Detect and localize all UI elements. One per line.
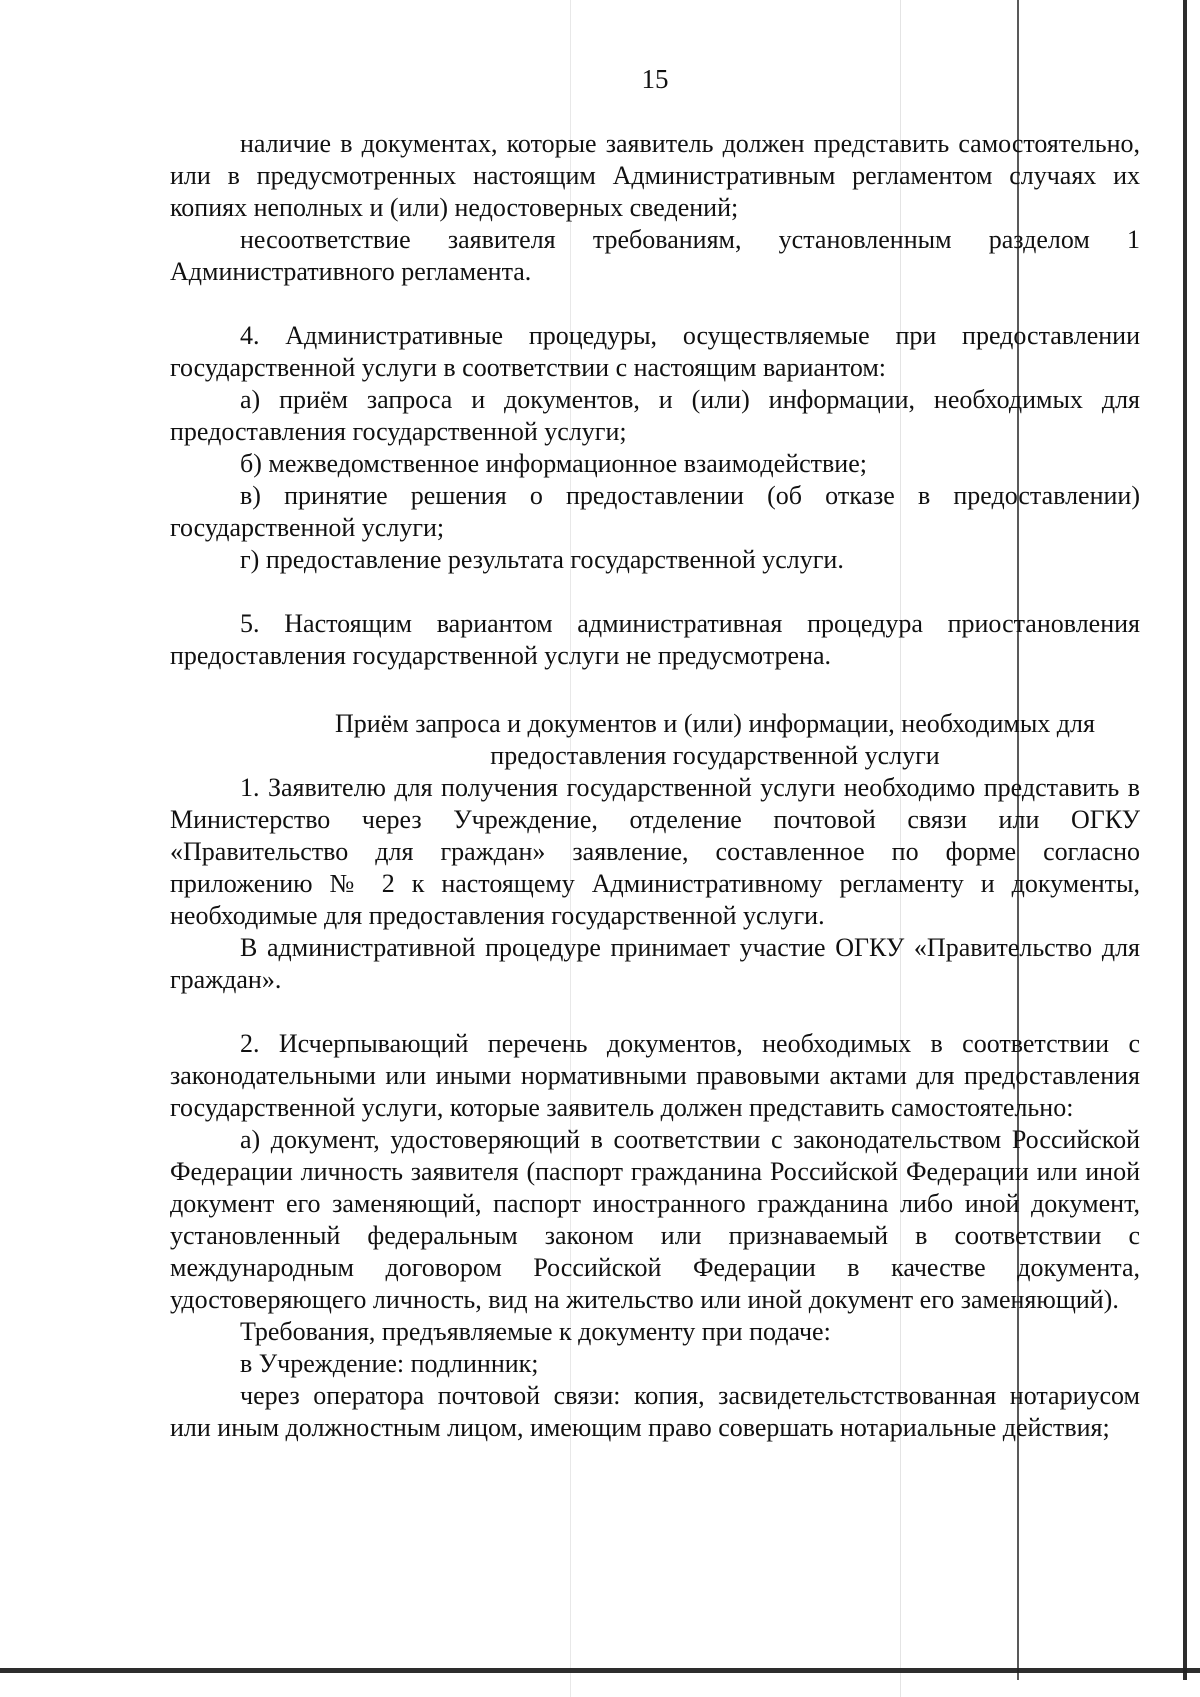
paragraph: через оператора почтовой связи: копия, засвидетельстствованная нотариусом или иным должностным лицом, имеющим право совершать нотариальные действия; — [170, 1381, 1140, 1442]
list-item: а) приём запроса и документов, и (или) информации, необходимых для предоставления государственной услуги; — [170, 385, 1140, 446]
paragraph: 2. Исчерпывающий перечень документов, необходимых в соответствии с законодательными или иными нормативными правовыми актами для предоставления государственной услуги, которые заявитель должен представить самостоятельно: — [170, 1029, 1140, 1122]
paragraph: 1. Заявителю для получения государственной услуги необходимо представить в Министерство через Учреждение, отделение почтовой связи или ОГКУ «Правительство для граждан» заявление, составленное по форме согласно приложению № 2 к настоящему Административному регламенту и документы, необходимые для предоставления государственной услуги. — [170, 773, 1140, 930]
list-item: г) предоставление результата государственной услуги. — [240, 545, 844, 574]
document-body — [170, 128, 1140, 1444]
paragraph: 5. Настоящим вариантом административная процедура приостановления предоставления государственной услуги не предусмотрена. — [170, 609, 1140, 670]
paragraph: Требования, предъявляемые к документу при подаче: — [240, 1317, 831, 1346]
paragraph: 4. Административные процедуры, осуществляемые при предоставлении государственной услуги в соответствии с настоящим вариантом: — [170, 321, 1140, 382]
list-item: б) межведомственное информационное взаимодействие; — [240, 449, 867, 478]
list-item: в) принятие решения о предоставлении (об отказе в предоставлении) государственной услуги; — [170, 481, 1140, 542]
paragraph: несоответствие заявителя требованиям, установленным разделом 1 Административного регламента. — [170, 225, 1140, 286]
spacer — [170, 288, 1140, 320]
scan-artifact-line — [0, 1668, 1200, 1673]
spacer — [170, 996, 1140, 1028]
paragraph: наличие в документах, которые заявитель должен представить самостоятельно, или в предусмотренных настоящим Административным регламентом случаях их копиях неполных и (или) недостоверных сведений; — [170, 129, 1140, 222]
scan-artifact-line — [1183, 0, 1187, 1680]
section-heading-line: Приём запроса и документов и (или) информации, необходимых для — [335, 709, 1095, 738]
spacer — [170, 672, 1140, 704]
page-number: 15 — [641, 64, 669, 94]
paragraph: В административной процедуре принимает участие ОГКУ «Правительство для граждан». — [170, 933, 1140, 994]
list-item: а) документ, удостоверяющий в соответствии с законодательством Российской Федерации личность заявителя (паспорт гражданина Российской Федерации или иной документ его заменяющий, паспорт иностранного гражданина либо иной документ, установленный федеральным законом или признаваемый в соответствии с международным договором Российской Федерации в качестве документа, удостоверяющего личность, вид на жительство или иной документ его заменяющий). — [170, 1125, 1140, 1314]
section-heading-line: предоставления государственной услуги — [490, 741, 940, 770]
spacer — [170, 576, 1140, 608]
paragraph: в Учреждение: подлинник; — [240, 1349, 539, 1378]
